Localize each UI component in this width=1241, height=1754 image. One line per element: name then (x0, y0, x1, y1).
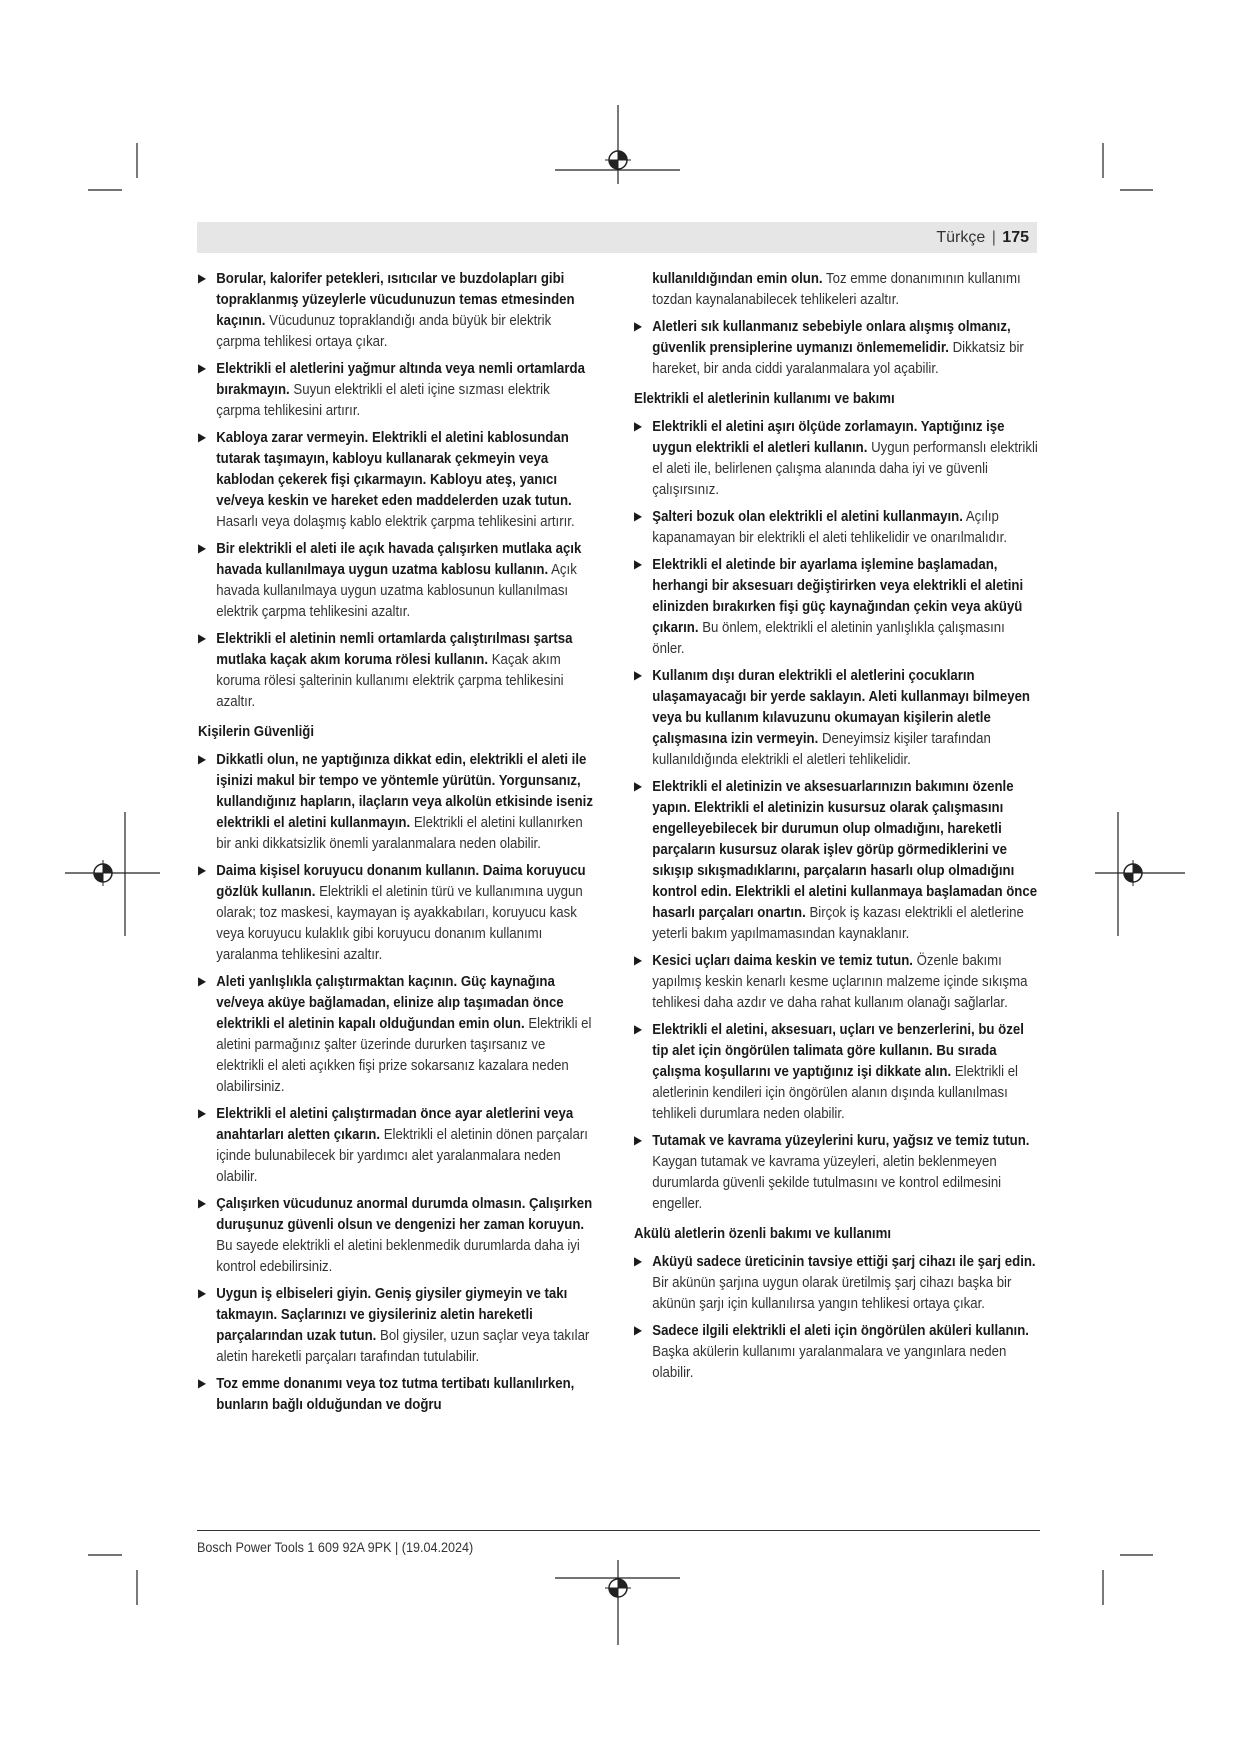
item-text (652, 554, 1038, 659)
safety-item (198, 860, 594, 965)
safety-item (198, 749, 594, 854)
footer-imprint: Bosch Power Tools 1 609 92A 9PK | (19.04.2024) (197, 1539, 474, 1555)
item-instruction: Dikkatli olun, ne yaptığınıza dikkat edin, elektrikli el aleti ile işinizi makul bir tempo ve yöntemle yürütün. Yorgunsanız, kullandığınız hapların, ilaçların veya alkolün etkisinde iseniz elektrikli el aletini kullanmayın. (216, 751, 593, 831)
bullet-arrow-icon: ▶ (634, 1022, 643, 1036)
item-instruction: Elektrikli el aletlerini yağmur altında veya nemli ortamlarda bırakmayın. (216, 360, 585, 398)
safety-item (198, 971, 594, 1097)
item-text (652, 950, 1038, 1013)
item-text (216, 860, 594, 965)
item-instruction: Elektrikli el aletini çalıştırmadan önce ayar aletlerini veya anahtarları aletten çıkarın. (216, 1105, 574, 1143)
safety-item (198, 1283, 594, 1367)
safety-item (634, 776, 1039, 944)
bullet-arrow-icon: ▶ (198, 631, 207, 645)
item-text (216, 268, 594, 352)
item-explanation: Elektrikli el aletinin türü ve kullanımına uygun olarak; toz maskesi, kaymayan iş ayakkabıları, koruyucu kask veya koruyucu kulaklık gibi koruyucu donanım kullanımı yaralanma tehlikesini azaltır. (216, 883, 583, 963)
item-instruction: Borular, kalorifer petekleri, ısıtıcılar ve buzdolapları gibi topraklanmış yüzeylerle vücudunuzun temas etmesinden kaçının. (216, 270, 575, 329)
item-instruction: Şalteri bozuk olan elektrikli el aletini kullanmayın. (652, 508, 963, 525)
safety-item (198, 628, 594, 712)
item-explanation: Suyun elektrikli el aleti içine sızması elektrik çarpma tehlikesini artırır. (216, 381, 550, 419)
item-instruction: Daima kişisel koruyucu donanım kullanın. Daima koruyucu gözlük kullanın. (216, 862, 586, 900)
item-instruction: Elektrikli el aletinde bir ayarlama işlemine başlamadan, herhangi bir aksesuarı değiştirirken veya elektrikli el aletini elinizden bırakırken fişi güç kaynağından çekin veya aküyü çıkarın. (652, 556, 1024, 636)
bullet-arrow-icon: ▶ (634, 419, 643, 433)
safety-item (634, 554, 1039, 659)
item-explanation: Bir akünün şarjına uygun olarak üretilmiş şarj cihazı başka bir akünün şarjı için kullanılırsa yangın tehlikesi ortaya çıkar. (652, 1274, 1012, 1312)
item-instruction: Elektrikli el aletini aşırı ölçüde zorlamayın. Yaptığınız işe uygun elektrikli el aletleri kullanın. (652, 418, 1005, 456)
item-text (216, 1283, 594, 1367)
item-instruction: Sadece ilgili elektrikli el aleti için öngörülen aküleri kullanın. (652, 1322, 1029, 1339)
item-instruction: Uygun iş elbiseleri giyin. Geniş giysiler giymeyin ve takı takmayın. Saçlarınızı ve giysileriniz aletin hareketli parçalarından uzak tutun. (216, 1285, 568, 1344)
bullet-arrow-icon: ▶ (198, 1196, 207, 1210)
bullet-arrow-icon: ▶ (634, 557, 643, 571)
item-text (652, 776, 1038, 944)
registration-mark-icon (605, 147, 631, 173)
item-explanation: Kaygan tutamak ve kavrama yüzeyleri, aletin beklenmeyen durumlarda güvenli şekilde tutulmasını ve kontrol edilmesini engeller. (652, 1153, 1002, 1212)
item-text (216, 538, 594, 622)
item-text (216, 971, 594, 1097)
safety-item (634, 316, 1039, 379)
item-explanation: Vücudunuz topraklandığı anda büyük bir elektrik çarpma tehlikesi ortaya çıkar. (216, 312, 552, 350)
bullet-arrow-icon: ▶ (198, 1376, 207, 1390)
bullet-arrow-icon: ▶ (634, 953, 643, 967)
item-explanation: Hasarlı veya dolaşmış kablo elektrik çarpma tehlikesini artırır. (216, 513, 575, 530)
bullet-arrow-icon: ▶ (634, 668, 643, 682)
item-explanation: Birçok iş kazası elektrikli el aletlerine yeterli bakım yapılmamasından kaynaklanır. (652, 904, 1024, 942)
item-text (216, 1193, 594, 1277)
registration-mark-icon (90, 860, 116, 886)
safety-item-continued (634, 268, 1039, 310)
item-instruction: Tutamak ve kavrama yüzeylerini kuru, yağsız ve temiz tutun. (652, 1132, 1030, 1149)
item-text (216, 628, 594, 712)
item-text (216, 1103, 594, 1187)
item-text (216, 749, 594, 854)
header-label (936, 228, 1029, 247)
item-instruction: Kabloya zarar vermeyin. Elektrikli el aletini kablosundan tutarak taşımayın, kabloyu kullanarak çekmeyin veya kablodan çekerek fişi çıkarmayın. Kabloyu ateş, yanıcı ve/veya keskin ve hareket eden maddelerden uzak tutun. (216, 429, 572, 509)
safety-item (198, 427, 594, 532)
item-explanation: Bu sayede elektrikli el aletini beklenmedik durumlarda daha iyi kontrol edebilirsiniz. (216, 1237, 580, 1275)
safety-item (198, 268, 594, 352)
item-explanation: Bol giysiler, uzun saçlar veya takılar aletin hareketli parçaları tarafından tutulabilir. (216, 1327, 590, 1365)
item-explanation: Bu önlem, elektrikli el aletinin yanlışlıkla çalışmasını önler. (652, 619, 1005, 657)
item-text (216, 427, 594, 532)
bullet-arrow-icon: ▶ (198, 974, 207, 988)
bullet-arrow-icon: ▶ (198, 863, 207, 877)
safety-item (634, 1251, 1039, 1314)
safety-item (634, 416, 1039, 500)
item-text (652, 506, 1038, 548)
safety-item (634, 1130, 1039, 1214)
bullet-arrow-icon: ▶ (634, 1254, 643, 1268)
item-explanation: Açık havada kullanılmaya uygun uzatma kablosunun kullanılması elektrik çarpma tehlikesini azaltır. (216, 561, 577, 620)
safety-item (198, 538, 594, 622)
item-text (652, 1019, 1038, 1124)
registration-mark-icon (605, 1575, 631, 1601)
safety-item (198, 1193, 594, 1277)
page-number: 175 (1002, 229, 1029, 246)
item-instruction: Aküyü sadece üreticinin tavsiye ettiği şarj cihazı ile şarj edin. (652, 1253, 1036, 1270)
item-text (652, 316, 1038, 379)
safety-item (198, 1103, 594, 1187)
item-instruction: Kullanım dışı duran elektrikli el aletlerini çocukların ulaşamayacağı bir yerde saklayın. Aleti kullanmayı bilmeyen veya bu kullanım kılavuzunu okumayan kişilerin aletle çalışmasına izin vermeyin. (652, 667, 1031, 747)
section-heading: Kişilerin Güvenliği (198, 723, 315, 740)
safety-item (634, 665, 1039, 770)
item-instruction: Kesici uçları daima keskin ve temiz tutun. (652, 952, 913, 969)
bullet-arrow-icon: ▶ (634, 509, 643, 523)
bullet-arrow-icon: ▶ (198, 1106, 207, 1120)
item-instruction: Toz emme donanımı veya toz tutma tertibatı kullanılırken, bunların bağlı olduğundan ve doğru (216, 1375, 575, 1413)
safety-item (634, 950, 1039, 1013)
safety-item (198, 1373, 594, 1415)
item-text (216, 358, 594, 421)
item-instruction: Bir elektrikli el aleti ile açık havada çalışırken mutlaka açık havada kullanılmaya uygun uzatma kablosu kullanın. (216, 540, 582, 578)
item-text (652, 1320, 1038, 1383)
header-separator: | (991, 229, 996, 246)
left-column (198, 268, 594, 1421)
item-explanation: Deneyimsiz kişiler tarafından kullanıldığında elektrikli el aletleri tehlikelidir. (652, 730, 991, 768)
item-explanation: Başka akülerin kullanımı yaralanmalara ve yangınlara neden olabilir. (652, 1343, 1007, 1381)
item-explanation: Açılıp kapanamayan bir elektrikli el aleti tehlikelidir ve onarılmalıdır. (652, 508, 1007, 546)
bullet-arrow-icon: ▶ (198, 430, 207, 444)
item-instruction: kullanıldığından emin olun. (652, 270, 823, 287)
item-text (216, 1373, 594, 1415)
item-explanation: Kaçak akım koruma rölesi şalterinin kullanımı elektrik çarpma tehlikesini azaltır. (216, 651, 564, 710)
item-instruction: Elektrikli el aletinizin ve aksesuarlarınızın bakımını özenle yapın. Elektrikli el aletinizin kusursuz olarak çalışmasını engelleyebilecek bir durumun olup olmadığını, hareketli parçaların kusursuz olarak işlev görüp görmediklerini ve sıkışıp sıkışmadıklarını, parçaların hasarlı olup olmadığını kontrol edin. Elektrikli el aletini kullanmaya başlamadan önce hasarlı parçaları onartın. (652, 778, 1038, 921)
item-text (652, 1130, 1038, 1214)
item-explanation: Toz emme donanımının kullanımı tozdan kaynalanabilecek tehlikeleri azaltır. (652, 270, 1021, 308)
item-explanation: Elektrikli el aletlerinin kendileri için öngörülen alanın dışında kullanılması tehlikeli durumlara neden olabilir. (652, 1063, 1018, 1122)
item-text (652, 268, 1038, 310)
safety-item (634, 1320, 1039, 1383)
section-heading: Elektrikli el aletlerinin kullanımı ve bakımı (634, 390, 895, 407)
safety-item (198, 358, 594, 421)
safety-item (634, 1019, 1039, 1124)
item-text (652, 665, 1038, 770)
item-explanation: Dikkatsiz bir hareket, bir anda ciddi yaralanmalara yol açabilir. (652, 339, 1024, 377)
item-explanation: Özenle bakımı yapılmış keskin kenarlı kesme uçlarının malzeme içinde sıkışma tehlikesi daha azdır ve daha rahat kullanım olanağı sağlarlar. (652, 952, 1028, 1011)
bullet-arrow-icon: ▶ (198, 271, 207, 285)
item-instruction: Elektrikli el aletinin nemli ortamlarda çalıştırılması şartsa mutlaka kaçak akım koruma rölesi kullanın. (216, 630, 573, 668)
item-instruction: Elektrikli el aletini, aksesuarı, uçları ve benzerlerini, bu özel tip alet için öngörülen talimata göre kullanın. Bu sırada çalışma koşullarını ve yaptığınız işi dikkate alın. (652, 1021, 1024, 1080)
footer-divider (197, 1530, 1040, 1531)
item-text (652, 416, 1038, 500)
item-explanation: Elektrikli el aletini kullanırken bir anki dikkatsizlik önemli yaralanmalara neden olabilir. (216, 814, 583, 852)
bullet-arrow-icon: ▶ (198, 1286, 207, 1300)
item-instruction: Çalışırken vücudunuz anormal durumda olmasın. Çalışırken duruşunuz güvenli olsun ve dengenizi her zaman koruyun. (216, 1195, 593, 1233)
item-explanation: Elektrikli el aletinin dönen parçaları içinde bulunabilecek bir yardımcı alet yaralanmalara neden olabilir. (216, 1126, 588, 1185)
bullet-arrow-icon: ▶ (198, 361, 207, 375)
right-column (634, 268, 1039, 1389)
item-explanation: Elektrikli el aletini parmağınız şalter üzerinde dururken taşırsanız ve elektrikli el aleti açıkken fişi prize sokarsanız kazalara neden olabilirsiniz. (216, 1015, 592, 1095)
item-instruction: Aleti yanlışlıkla çalıştırmaktan kaçının. Güç kaynağına ve/veya aküye bağlamadan, elinize alıp taşımadan önce elektrikli el aletinin kapalı olduğundan emin olun. (216, 973, 564, 1032)
item-instruction: Aletleri sık kullanmanız sebebiyle onlara alışmış olmanız, güvenlik prensiplerine uymanızı önlememelidir. (652, 318, 1011, 356)
bullet-arrow-icon: ▶ (198, 752, 207, 766)
section-heading: Akülü aletlerin özenli bakımı ve kullanımı (634, 1225, 892, 1242)
bullet-arrow-icon: ▶ (634, 1133, 643, 1147)
header-language: Türkçe (936, 229, 986, 246)
bullet-arrow-icon: ▶ (198, 541, 207, 555)
item-text (652, 1251, 1038, 1314)
page-header (197, 222, 1037, 253)
bullet-arrow-icon: ▶ (634, 1323, 643, 1337)
safety-item (634, 506, 1039, 548)
bullet-arrow-icon: ▶ (634, 319, 643, 333)
item-explanation: Uygun performanslı elektrikli el aleti ile, belirlenen çalışma alanında daha iyi ve güvenli çalışırsınız. (652, 439, 1038, 498)
registration-mark-icon (1120, 860, 1146, 886)
bullet-arrow-icon: ▶ (634, 779, 643, 793)
